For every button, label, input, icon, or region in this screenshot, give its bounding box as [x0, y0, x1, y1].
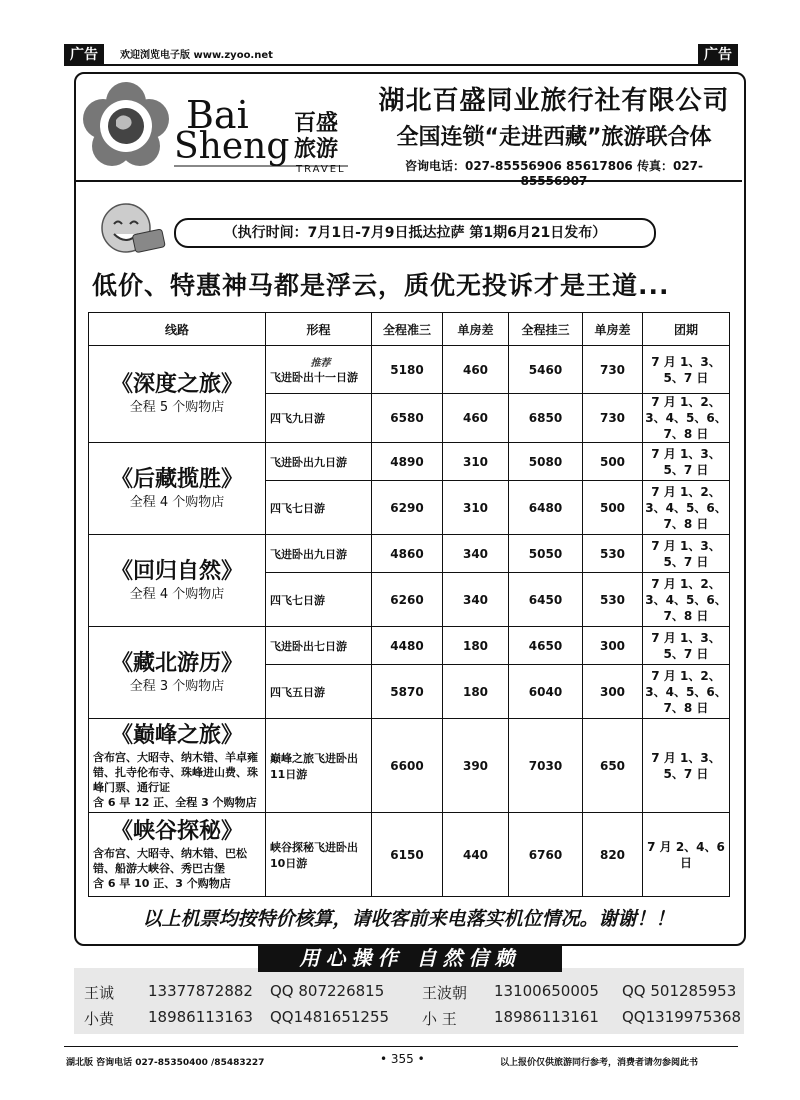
price-standard: 6150: [372, 813, 443, 897]
single-supplement: 180: [443, 627, 509, 665]
route-description: 含布宫、大昭寺、纳木错、巴松错、船游大峡谷、秀巴古堡: [93, 847, 247, 875]
company-name: 湖北百盛同业旅行社有限公司: [378, 86, 730, 116]
contact-name: 王诚: [84, 984, 115, 1002]
table-row: [89, 719, 730, 813]
price-standard: 6580: [372, 394, 443, 443]
price-standard: 5870: [372, 665, 443, 719]
company-contact: 咨询电话：027-85556906 85617806 传真：027-85556907: [404, 159, 703, 188]
bottom-rule: [64, 1046, 738, 1047]
brand-en-1: Bai: [186, 93, 249, 137]
edition-hotline: 湖北版 咨询电话 027-85350400 /85483227: [66, 1058, 265, 1068]
departure-dates: 7 月 1、3、5、7 日: [643, 535, 730, 573]
itinerary-text: 四飞五日游: [266, 665, 372, 719]
itinerary-text: 四飞九日游: [266, 394, 372, 443]
price-rated: 5080: [509, 443, 583, 481]
table-row: [89, 346, 730, 394]
single-supplement: 310: [443, 443, 509, 481]
table-header-row: [89, 313, 730, 346]
motto-banner: 用心操作 自然信赖: [258, 944, 562, 972]
table-row: [89, 535, 730, 573]
departure-dates: 7 月 2、4、6 日: [643, 813, 730, 897]
single-supplement: 310: [443, 481, 509, 535]
route-cell: [89, 813, 266, 897]
itinerary-text: 飞进卧出十一日游: [270, 371, 358, 384]
price-standard: 6290: [372, 481, 443, 535]
route-name: 《巅峰之旅》: [110, 722, 243, 748]
departure-dates: 7 月 1、2、3、4、5、6、7、8 日: [643, 573, 730, 627]
recommend-badge: 推荐: [310, 358, 331, 369]
contact-qq[interactable]: QQ 807226815: [270, 982, 385, 1000]
price-standard: 4890: [372, 443, 443, 481]
single-supplement: 730: [583, 346, 643, 394]
company-slogan: 全国连锁“走进西藏”旅游联合体: [396, 125, 712, 150]
table-row: [89, 443, 730, 481]
price-rated: 5460: [509, 346, 583, 394]
single-supplement: 530: [583, 573, 643, 627]
route-description: 含布宫、大昭寺、纳木错、羊卓雍错、扎寺伦布寺、珠峰进山费、珠峰门票、通行证: [93, 750, 258, 794]
table-row: [89, 813, 730, 897]
single-supplement: 340: [443, 535, 509, 573]
single-supplement: 730: [583, 394, 643, 443]
table-row: [89, 627, 730, 665]
tour-price-table: [88, 312, 730, 897]
itinerary-text: 飞进卧出七日游: [266, 627, 372, 665]
departure-dates: 7 月 1、2、3、4、5、6、7、8 日: [643, 665, 730, 719]
single-supplement: 820: [583, 813, 643, 897]
single-supplement: 390: [443, 719, 509, 813]
route-cell: [89, 719, 266, 813]
col-itinerary: 形程: [266, 313, 372, 346]
price-rated: 6040: [509, 665, 583, 719]
contact-phone[interactable]: 18986113161: [494, 1008, 599, 1026]
price-rated: 6450: [509, 573, 583, 627]
price-standard: 4480: [372, 627, 443, 665]
single-supplement: 180: [443, 665, 509, 719]
departure-dates: 7 月 1、3、5、7 日: [643, 719, 730, 813]
route-cell: [89, 346, 266, 443]
ad-label-left: 广告: [64, 44, 104, 66]
single-supplement: 440: [443, 813, 509, 897]
contact-name: 王波朝: [422, 984, 468, 1002]
departure-dates: 7 月 1、3、5、7 日: [643, 346, 730, 394]
welcome-link[interactable]: 欢迎浏览电子版 www.zyoo.net: [120, 50, 273, 61]
price-rated: 6480: [509, 481, 583, 535]
contacts-panel: [74, 968, 744, 1034]
brand-cn-2: 旅游: [294, 137, 339, 162]
route-name: 《回归自然》: [110, 558, 243, 584]
route-shops: 全程 5 个购物店: [129, 400, 225, 415]
route-shops: 全程 3 个购物店: [129, 678, 225, 694]
price-rated: 6850: [509, 394, 583, 443]
execution-period: （执行时间：7月1日-7月9日抵达拉萨 第1期6月21日发布）: [174, 218, 656, 248]
single-supplement: 300: [583, 627, 643, 665]
airfare-note: 以上机票均按特价核算，请收客前来电落实机位情况。谢谢！！: [142, 908, 675, 930]
route-cell: [89, 443, 266, 535]
single-supplement: 460: [443, 346, 509, 394]
route-meals: 含 6 早 12 正、全程 3 个购物店: [93, 795, 257, 809]
single-supplement: 500: [583, 443, 643, 481]
price-rated: 6760: [509, 813, 583, 897]
single-supplement: 500: [583, 481, 643, 535]
single-supplement: 300: [583, 665, 643, 719]
single-supplement: 650: [583, 719, 643, 813]
itinerary-text: 飞进卧出九日游: [266, 443, 372, 481]
route-name: 《后藏揽胜》: [110, 466, 243, 492]
top-rule: [64, 64, 738, 66]
departure-dates: 7 月 1、3、5、7 日: [643, 443, 730, 481]
contact-name: 小黄: [84, 1010, 115, 1028]
col-route: 线路: [89, 313, 266, 346]
route-name: 《深度之旅》: [110, 372, 243, 397]
col-departure-dates: 团期: [643, 313, 730, 346]
route-cell: [89, 627, 266, 719]
contact-phone[interactable]: 18986113163: [148, 1008, 253, 1026]
route-shops: 全程 4 个购物店: [129, 586, 225, 602]
price-rated: 7030: [509, 719, 583, 813]
route-meals: 含 6 早 10 正、3 个购物店: [93, 877, 231, 890]
contact-phone[interactable]: 13100650005: [494, 982, 599, 1000]
col-price-standard: 全程准三: [372, 313, 443, 346]
disclaimer: 以上报价仅供旅游同行参考，消费者请勿参阅此书: [500, 1058, 699, 1068]
brand-travel: TRAVEL: [296, 164, 346, 175]
single-supplement: 530: [583, 535, 643, 573]
itinerary-text: 巅峰之旅飞进卧出11日游: [266, 719, 372, 813]
contact-qq[interactable]: QQ1319975368: [622, 1008, 742, 1026]
departure-dates: 7 月 1、2、3、4、5、6、7、8 日: [643, 481, 730, 535]
itinerary-text: 四飞七日游: [266, 573, 372, 627]
route-name: 《峡谷探秘》: [110, 819, 243, 844]
brand-en-2: Sheng: [174, 126, 290, 167]
itinerary-text: 四飞七日游: [266, 481, 372, 535]
price-standard: 5180: [372, 346, 443, 394]
company-logo: [78, 76, 358, 178]
itinerary-text: 峡谷探秘飞进卧出10日游: [266, 813, 372, 897]
departure-dates: 7 月 1、2、3、4、5、6、7、8 日: [643, 394, 730, 443]
contact-qq[interactable]: QQ1481651255: [270, 1008, 390, 1026]
single-supplement: 460: [443, 394, 509, 443]
col-single-supplement-1: 单房差: [443, 313, 509, 346]
route-name: 《藏北游历》: [110, 650, 243, 676]
col-price-rated: 全程挂三: [509, 313, 583, 346]
contact-qq[interactable]: QQ 501285953: [622, 982, 737, 1000]
itinerary-text: 飞进卧出九日游: [266, 535, 372, 573]
price-rated: 5050: [509, 535, 583, 573]
departure-dates: 7 月 1、3、5、7 日: [643, 627, 730, 665]
contact-phone[interactable]: 13377872882: [148, 982, 253, 1000]
smiley-mascot-icon: [98, 202, 168, 258]
price-rated: 4650: [509, 627, 583, 665]
col-single-supplement-2: 单房差: [583, 313, 643, 346]
single-supplement: 340: [443, 573, 509, 627]
route-cell: [89, 535, 266, 627]
price-standard: 4860: [372, 535, 443, 573]
price-standard: 6600: [372, 719, 443, 813]
headline: 低价、特惠神马都是浮云，质优无投诉才是王道...: [92, 271, 670, 300]
ad-label-right: 广告: [698, 44, 738, 66]
price-standard: 6260: [372, 573, 443, 627]
route-shops: 全程 4 个购物店: [129, 494, 225, 510]
brand-cn-1: 百盛: [294, 111, 339, 136]
itinerary-cell: [266, 346, 372, 394]
page-number: • 355 •: [380, 1052, 425, 1066]
contact-name: 小 王: [422, 1010, 457, 1028]
